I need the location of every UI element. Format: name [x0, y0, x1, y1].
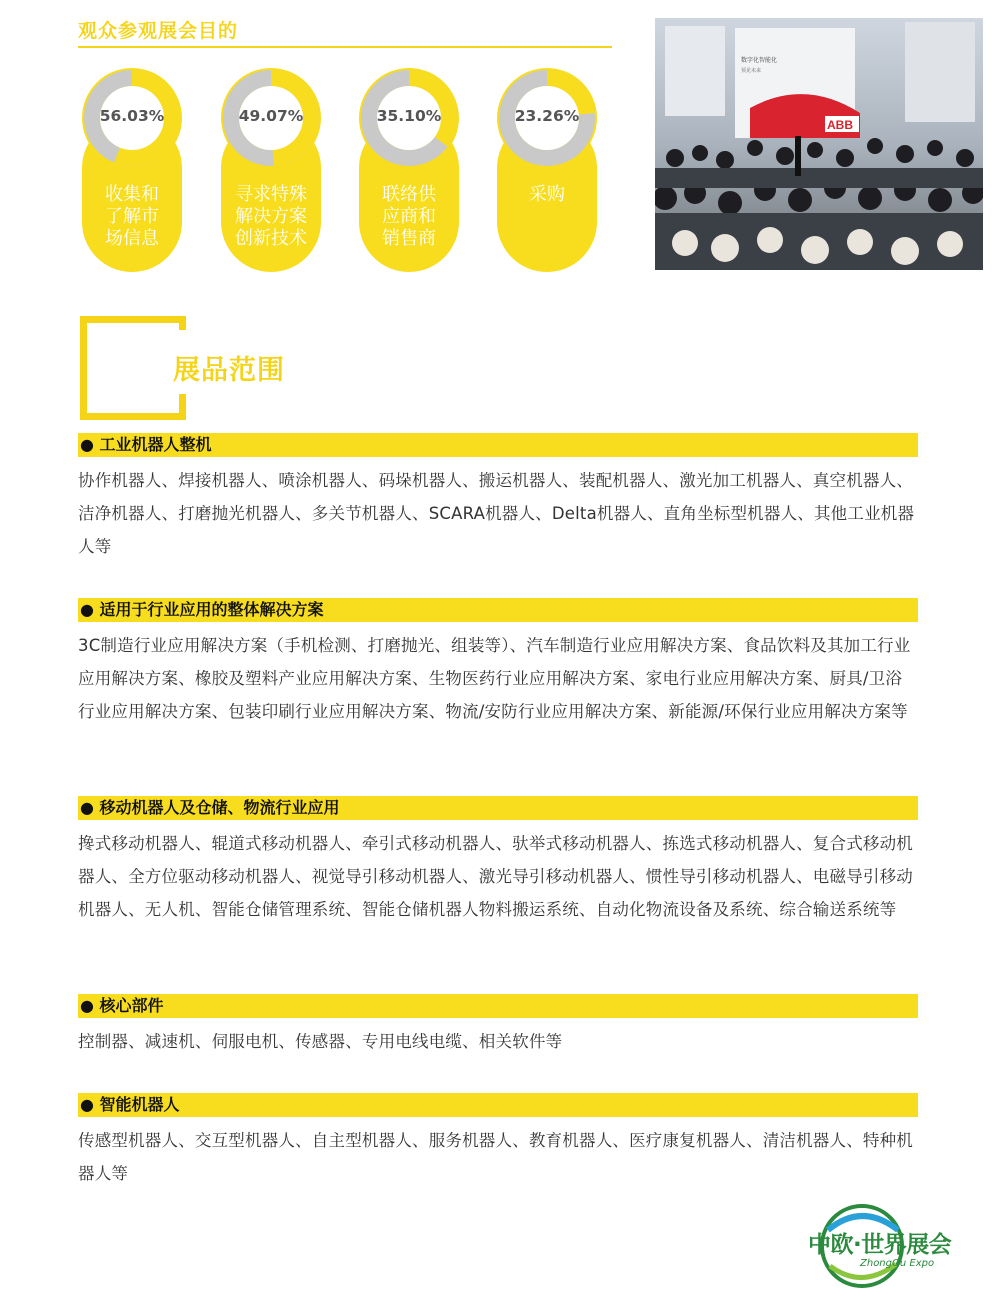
- section-bracket: [80, 316, 186, 420]
- category-industrial-robots: [78, 433, 918, 563]
- category-heading: ● 核心部件: [78, 994, 918, 1018]
- purpose-card-3: [359, 68, 459, 272]
- purpose-label: 联络供 应商和 销售商: [382, 184, 436, 249]
- purpose-card-2: [221, 68, 321, 272]
- purpose-percent: 35.10%: [376, 107, 442, 125]
- purpose-card-4: [497, 68, 597, 272]
- category-heading: ● 移动机器人及仓储、物流行业应用: [78, 796, 918, 820]
- category-core-components: [78, 994, 918, 1058]
- purpose-title: 观众参观展会目的: [78, 20, 239, 42]
- purpose-percent: 23.26%: [514, 107, 580, 125]
- category-heading: ● 智能机器人: [78, 1093, 918, 1117]
- category-description: 协作机器人、焊接机器人、喷涂机器人、码垛机器人、搬运机器人、装配机器人、激光加工机器人、真空机器人、洁净机器人、打磨抛光机器人、多关节机器人、SCARA机器人、Delta机器人、直角坐标型机器人、其他工业机器人等: [78, 471, 915, 556]
- exhibition-photo: [655, 18, 983, 270]
- category-description: 控制器、减速机、伺服电机、传感器、专用电线电缆、相关软件等: [78, 1032, 563, 1051]
- purpose-label: 寻求特殊 解决方案 创新技术: [235, 184, 307, 249]
- purpose-label: 收集和 了解市 场信息: [105, 184, 159, 249]
- category-description: 3C制造行业应用解决方案（手机检测、打磨抛光、组装等）、汽车制造行业应用解决方案、食品饮料及其加工行业应用解决方案、橡胶及塑料产业应用解决方案、生物医药行业应用解决方案、家电行业应用解决方案、厨具/卫浴行业应用解决方案、包装印刷行业应用解决方案、物流/安防行业应用解决方案、新能源/环保行业应用解决方案等: [78, 636, 911, 721]
- category-description: 传感型机器人、交互型机器人、自主型机器人、服务机器人、教育机器人、医疗康复机器人、清洁机器人、特种机器人等: [78, 1131, 913, 1183]
- category-intelligent-robots: [78, 1093, 918, 1190]
- category-industry-solutions: [78, 598, 918, 728]
- photo-brand: ABB: [827, 118, 853, 132]
- logo-text: 中欧·世界展会: [808, 1232, 952, 1258]
- photo-sign-line2: 预见未来: [741, 68, 762, 74]
- category-description: 搀式移动机器人、辊道式移动机器人、牵引式移动机器人、驮举式移动机器人、拣选式移动机器人、复合式移动机器人、全方位驱动移动机器人、视觉导引移动机器人、激光导引移动机器人、惯性导引移动机器人、电磁导引移动机器人、无人机、智能仓储管理系统、智能仓储机器人物料搬运系统、自动化物流设备及系统、综合输送系统等: [78, 834, 913, 919]
- purpose-percent: 49.07%: [238, 107, 304, 125]
- purpose-card-1: [82, 68, 182, 272]
- purpose-divider: [78, 46, 612, 48]
- logo-subtext: ZhongOu Expo: [860, 1258, 935, 1269]
- category-heading: ● 工业机器人整机: [78, 433, 918, 457]
- photo-sign-line1: 数字化智能化: [741, 57, 778, 64]
- category-mobile-robots: [78, 796, 918, 926]
- purpose-label: 采购: [529, 184, 565, 205]
- category-heading: ● 适用于行业应用的整体解决方案: [78, 598, 918, 622]
- purpose-percent: 56.03%: [99, 107, 165, 125]
- section-title: 展品范围: [173, 355, 285, 386]
